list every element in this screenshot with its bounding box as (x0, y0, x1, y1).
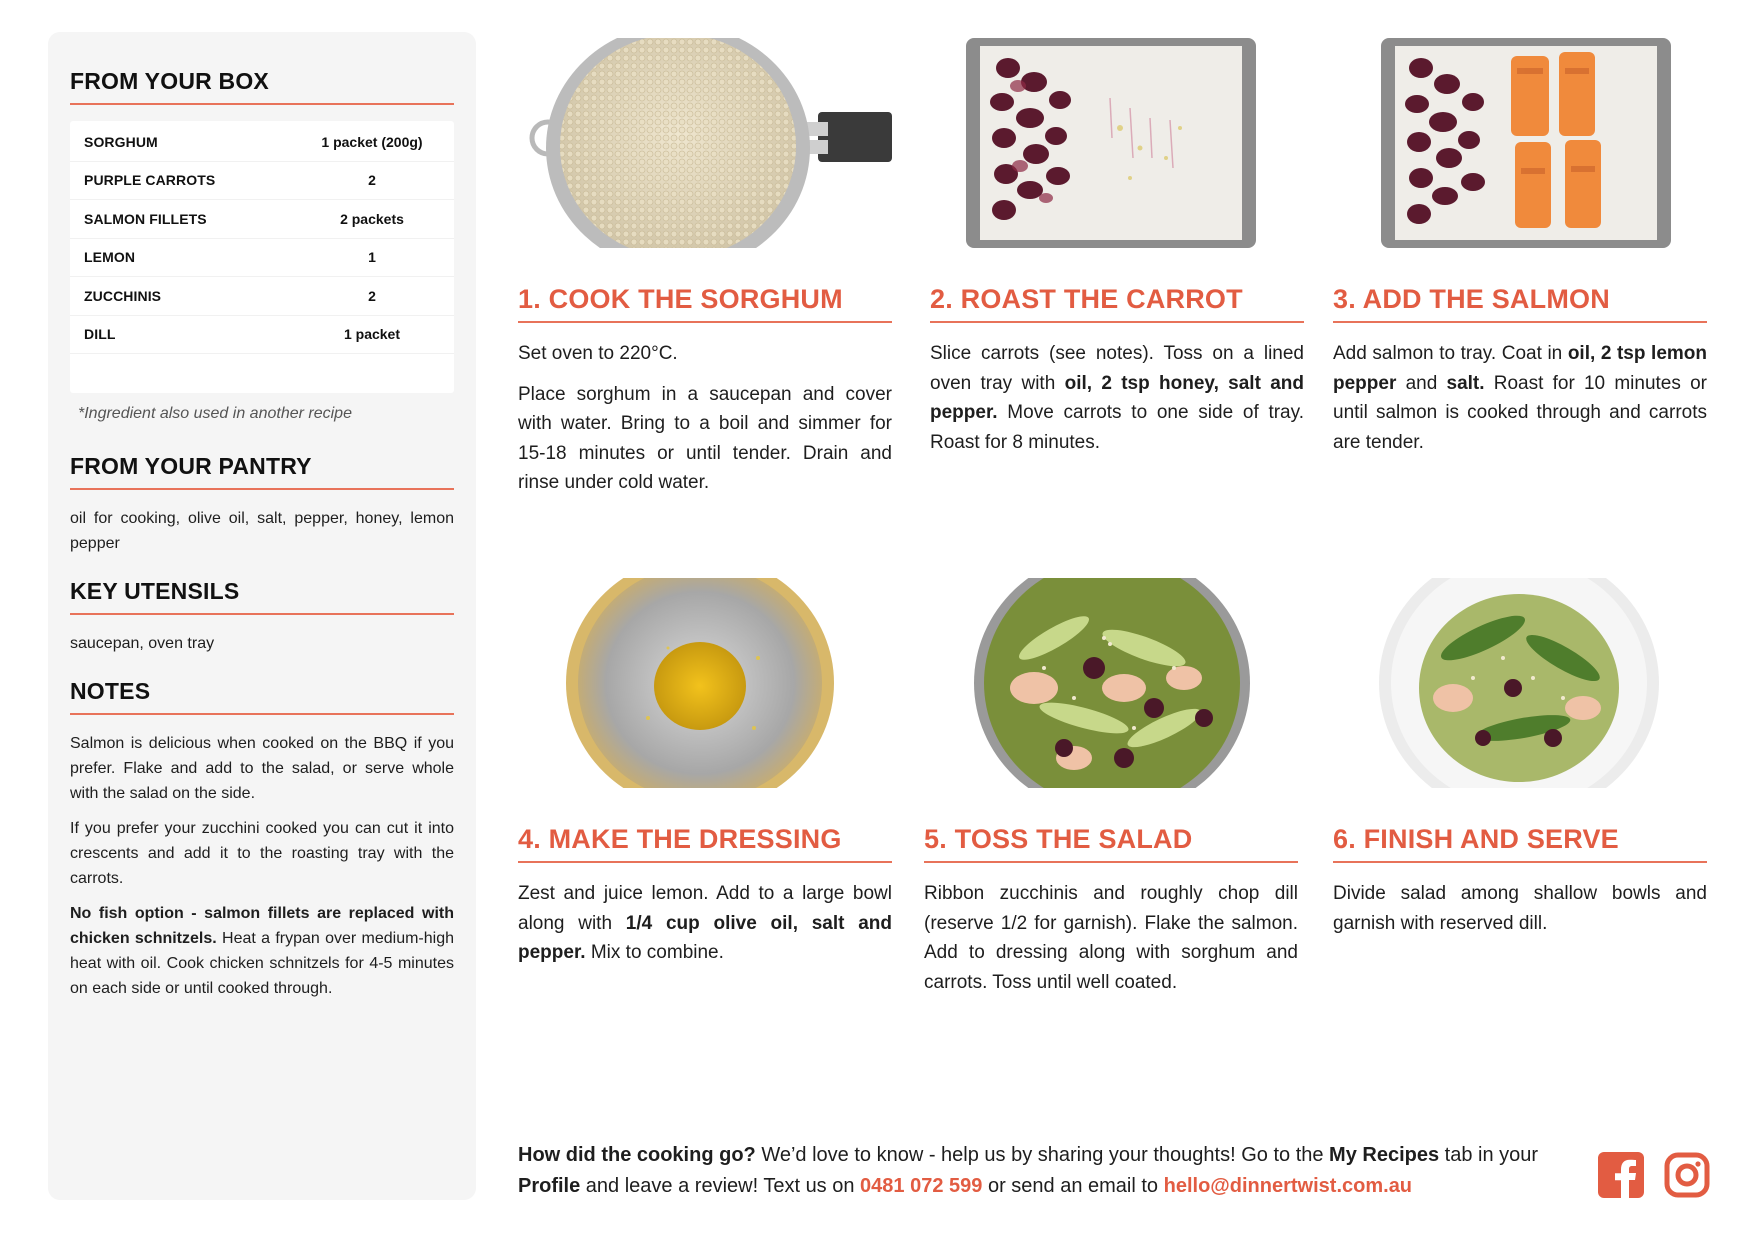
ingredient-qty: 1 packet (200g) (321, 133, 423, 150)
ingredient-row (70, 123, 454, 162)
salmon-and-carrots-on-tray-image (1333, 38, 1707, 248)
notes-bold: No fish option - salmon fillets are replaced with chicken schnitzels. (70, 905, 454, 947)
step-2-title: 2. ROAST THE CARROT (930, 284, 1304, 323)
step-5-body (924, 879, 1298, 997)
step-1-text: Set oven to 220°C. (518, 343, 678, 364)
ingredient-qty: 2 (368, 287, 376, 304)
ingredient-name: DILL (84, 326, 116, 343)
step-2-bold: oil, 2 tsp honey, salt and pepper. (930, 372, 1304, 423)
step-1-title: 1. COOK THE SORGHUM (518, 284, 892, 323)
dressing-in-bowl-image (518, 578, 892, 788)
step-4-body (518, 879, 892, 968)
step-4-title: 4. MAKE THE DRESSING (518, 824, 892, 863)
ingredient-footnote: *Ingredient also used in another recipe (78, 405, 352, 422)
my-recipes-label: My Recipes (1329, 1144, 1440, 1166)
step-2-text-span: Slice carrots (see notes). Toss on a lined oven tray with (930, 343, 1304, 394)
step-4-text (518, 879, 892, 968)
step-6-body (1333, 879, 1707, 938)
step-3-body (1333, 339, 1707, 457)
ingredient-row (70, 239, 454, 278)
ingredient-table (70, 121, 454, 393)
step-4-text-span: Zest and juice lemon. Add to a large bowl along with (518, 883, 892, 934)
plated-salad-image (1333, 578, 1707, 788)
sidebar (48, 32, 476, 1200)
notes-text-span: Heat a frypan over medium-high heat with oil. Cook chicken schnitzels for 4-5 minutes on each side or until cooked through. (70, 930, 454, 997)
step-5-title: 5. TOSS THE SALAD (924, 824, 1298, 863)
step-6 (1333, 578, 1707, 949)
ingredient-qty: 2 packets (340, 210, 404, 227)
notes-paragraph (70, 901, 454, 1001)
pantry-heading: FROM YOUR PANTRY (70, 453, 454, 490)
ingredient-row (70, 277, 454, 316)
utensils-heading: KEY UTENSILS (70, 578, 454, 615)
email-link[interactable]: hello@dinnertwist.com.au (1163, 1175, 1413, 1197)
ingredient-row (70, 162, 454, 201)
feedback-footer (518, 1140, 1578, 1202)
ingredient-row (70, 200, 454, 239)
step-3-text-span: and (1396, 372, 1447, 394)
step-3 (1333, 38, 1707, 468)
notes-paragraph: Salmon is delicious when cooked on the BBQ if you prefer. Flake and add to the salad, or serve whole with the salad on the side. (70, 735, 454, 802)
step-1 (518, 38, 892, 509)
notes-heading: NOTES (70, 678, 454, 715)
step-2-body (930, 339, 1304, 457)
step-1-text: Place sorghum in a saucepan and cover with water. Bring to a boil and simmer for 15-18 minutes or until tender. Drain and rinse under cold water. (518, 383, 892, 493)
step-6-title: 6. FINISH AND SERVE (1333, 824, 1707, 863)
sorghum-in-colander-image (518, 38, 892, 248)
ingredient-qty: 1 (368, 249, 376, 266)
utensils-text: saucepan, oven tray (70, 635, 215, 652)
pantry-text: oil for cooking, olive oil, salt, pepper, honey, lemon pepper (70, 510, 454, 552)
ingredient-name: SORGHUM (84, 133, 158, 150)
step-2 (930, 38, 1304, 468)
footer-text: and leave a review! Text us on (580, 1175, 861, 1197)
step-3-bold: oil, 2 tsp lemon pepper (1333, 343, 1707, 394)
step-4-bold: 1/4 cup olive oil, salt and pepper. (518, 912, 892, 963)
instagram-icon[interactable] (1664, 1152, 1712, 1200)
step-1-body (518, 339, 892, 498)
step-5-text: Ribbon zucchinis and roughly chop dill (reserve 1/2 for garnish). Flake the salmon. Add to dressing along with sorghum and carrots. Toss until well coated. (924, 883, 1298, 993)
step-4 (518, 578, 892, 979)
carrots-on-tray-image (930, 38, 1304, 248)
step-3-title: 3. ADD THE SALMON (1333, 284, 1707, 323)
utensils-section (70, 578, 454, 656)
profile-label: Profile (518, 1175, 581, 1197)
ingredient-row (70, 316, 454, 355)
from-your-box-heading: FROM YOUR BOX (70, 68, 454, 105)
footer-bold: How did the cooking go? (518, 1144, 756, 1166)
step-5 (924, 578, 1298, 1008)
step-2-text (930, 339, 1304, 457)
footer-text: We’d love to know - help us by sharing your thoughts! Go to the (755, 1144, 1330, 1166)
salad-in-bowl-image (924, 578, 1298, 788)
notes-text (70, 731, 454, 1001)
ingredient-qty: 1 packet (343, 326, 401, 343)
phone-link[interactable]: 0481 072 599 (860, 1175, 983, 1197)
footer-text: or send an email to (982, 1175, 1164, 1197)
step-3-bold: salt. (1446, 372, 1485, 394)
step-6-text: Divide salad among shallow bowls and garnish with reserved dill. (1333, 883, 1707, 934)
ingredient-name: ZUCCHINIS (84, 287, 162, 304)
notes-section (70, 678, 454, 1001)
ingredient-name: PURPLE CARROTS (84, 172, 216, 189)
ingredient-name: LEMON (84, 249, 136, 266)
step-4-text-span: Mix to combine. (585, 942, 724, 963)
footer-text: tab in your (1439, 1144, 1539, 1166)
step-2-text-span: Move carrots to one side of tray. Roast for 8 minutes. (930, 402, 1304, 453)
ingredient-name: SALMON FILLETS (84, 210, 207, 227)
pantry-section (70, 453, 454, 556)
step-3-text-span: Add salmon to tray. Coat in (1333, 343, 1568, 364)
step-3-text-span: Roast for 10 minutes or until salmon is cooked through and carrots are tender. (1333, 372, 1707, 453)
step-3-text (1333, 339, 1707, 457)
notes-paragraph: If you prefer your zucchini cooked you can cut it into crescents and add it to the roasting tray with the carrots. (70, 820, 454, 887)
facebook-icon[interactable] (1598, 1152, 1646, 1200)
ingredient-qty: 2 (368, 172, 376, 189)
